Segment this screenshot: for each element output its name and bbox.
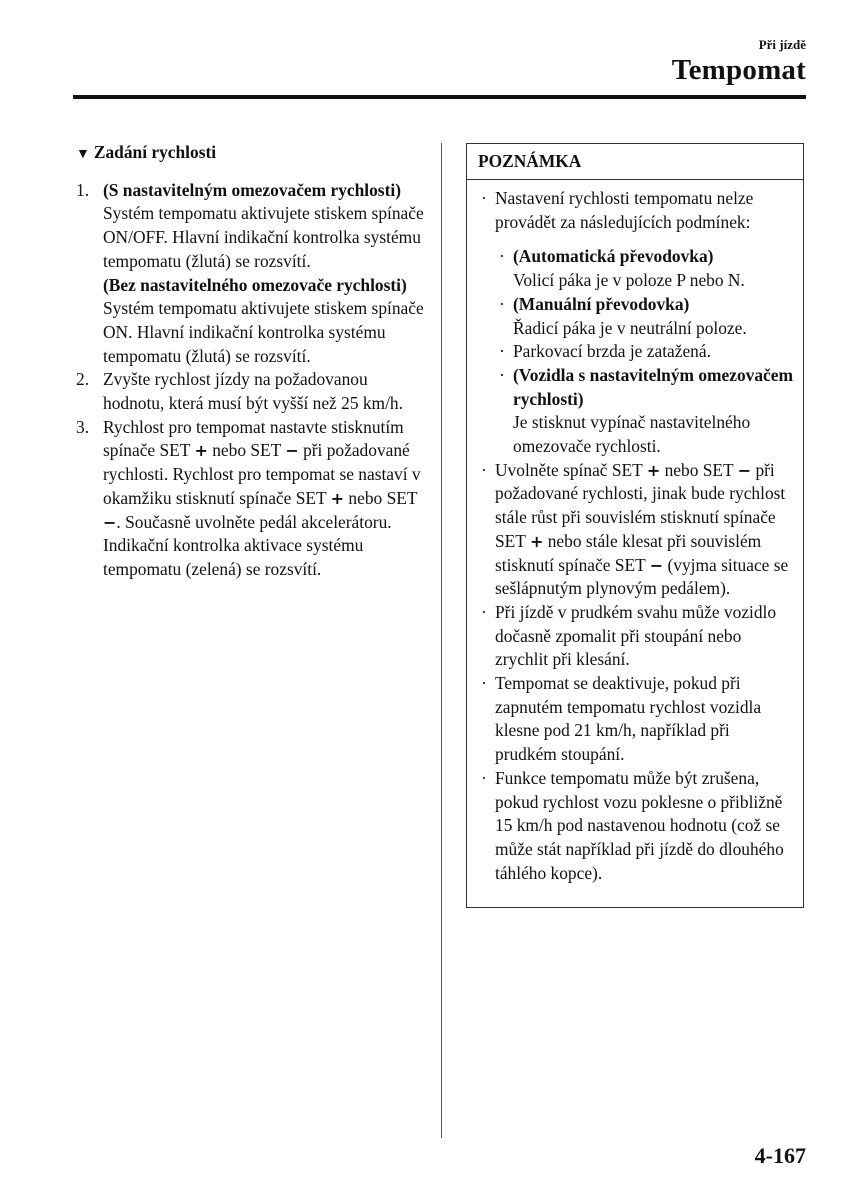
note-bullet-4 — [481, 672, 793, 767]
note-sub-item-2 — [499, 293, 793, 340]
minus-icon: − — [649, 555, 664, 575]
note-bullet-text — [495, 459, 793, 601]
note-sub-item-4 — [499, 364, 793, 459]
bullet-icon: · — [499, 341, 505, 362]
note-sub-item-1 — [499, 245, 793, 292]
sub-item-text: Volicí páka je v poloze P nebo N. — [513, 270, 745, 291]
sub-item-heading: (Manuální převodovka) — [513, 293, 690, 314]
left-column — [76, 141, 426, 582]
plus-icon: + — [330, 488, 345, 508]
step-number: 1. — [76, 179, 90, 200]
text-run: Rychlost pro tempomat nastavte stisknutím spínače SET — [103, 416, 404, 461]
sub-item-text: Parkovací brzda je zatažená. — [513, 341, 711, 362]
sub-item-text: Je stisknut vypínač nastavitelného omezovače rychlosti. — [513, 412, 751, 457]
text-run: . Současně uvolněte pedál akcelerátoru. Indikační kontrolka aktivace systému tempomatu (zelená) se rozsvítí. — [103, 511, 392, 579]
note-bullet-5 — [481, 767, 793, 886]
chapter-label: Při jízdě — [758, 37, 806, 52]
note-bullet-2 — [481, 459, 793, 601]
note-bullet-text: Tempomat se deaktivuje, pokud při zapnutém tempomatu rychlost vozidla klesne pod 21 km/h, například při prudkém stoupání. — [495, 673, 762, 765]
sub-item-text: Řadicí páka je v neutrální poloze. — [513, 317, 747, 338]
sub-item-heading: (Vozidla s nastavitelným omezovačem rychlosti) — [513, 364, 793, 409]
bullet-icon: · — [481, 767, 487, 788]
section-title-text: Zadání rychlosti — [93, 142, 217, 162]
text-run: nebo SET — [344, 487, 418, 508]
bullet-icon: · — [481, 673, 487, 694]
text-run: nebo SET — [207, 440, 286, 461]
text-run: Uvolněte spínač SET — [495, 459, 647, 480]
note-box — [466, 143, 804, 908]
minus-icon: − — [285, 441, 299, 461]
text-run: nebo stále klesat při souvislém stisknutí spínače SET — [495, 530, 762, 575]
page-number: 4-167 — [754, 1143, 806, 1168]
sub-item-heading: (Automatická převodovka) — [513, 246, 714, 267]
text-run: při požadované rychlosti, jinak bude rychlost stále růst při souvislém stisknutí spínače SET — [495, 459, 786, 551]
note-heading: POZNÁMKA — [467, 144, 803, 180]
header-rule — [73, 95, 806, 99]
step-1-variant-b-text: Systém tempomatu aktivujete stiskem spínače ON. Hlavní indikační kontrolka systému tempomatu (žlutá) se rozsvítí. — [103, 298, 424, 366]
step-2-text: Zvyšte rychlost jízdy na požadovanou hodnotu, která musí být vyšší než 25 km/h. — [103, 369, 403, 414]
bullet-icon: · — [499, 246, 505, 267]
note-sub-item-3 — [499, 340, 793, 364]
step-1 — [76, 179, 426, 369]
bullet-icon: · — [499, 293, 505, 314]
bullet-icon: · — [481, 188, 487, 208]
step-3 — [76, 416, 426, 582]
bullet-icon: · — [481, 459, 487, 480]
step-number: 3. — [76, 416, 90, 437]
step-2 — [76, 368, 426, 415]
plus-icon: + — [529, 531, 544, 551]
column-divider — [441, 143, 442, 1138]
step-body — [103, 179, 426, 369]
note-bullet-1 — [481, 187, 793, 234]
section-heading — [76, 141, 426, 167]
text-run: (vyjma situace se sešlápnutým plynovým pedálem). — [495, 554, 789, 599]
plus-icon: + — [194, 441, 208, 461]
note-bullet-text: Při jízdě v prudkém svahu může vozidlo dočasně zpomalit při stoupání nebo zrychlit při klesání. — [495, 601, 777, 670]
text-run: nebo SET — [660, 459, 738, 480]
note-bullet-text: Funkce tempomatu může být zrušena, pokud rychlost vozu poklesne o přibližně 15 km/h pod nastavenou hodnotu (což se může stát například při jízdě do dlouhého táhlého kopce). — [495, 767, 784, 883]
note-sub-list — [499, 245, 793, 458]
triangle-icon: ▼ — [76, 147, 90, 162]
step-3-text — [103, 416, 426, 582]
note-bullet-text: Nastavení rychlosti tempomatu nelze provádět za následujících podmínek: — [495, 188, 754, 232]
note-list — [467, 180, 803, 885]
bullet-icon: · — [499, 364, 505, 385]
step-1-variant-b-heading: (Bez nastavitelného omezovače rychlosti) — [103, 274, 407, 295]
bullet-icon: · — [481, 601, 487, 622]
minus-icon: − — [737, 460, 752, 480]
note-bullet-3 — [481, 601, 793, 672]
step-1-variant-a-heading: (S nastavitelným omezovačem rychlosti) — [103, 179, 401, 200]
step-number: 2. — [76, 369, 90, 390]
plus-icon: + — [646, 460, 661, 480]
text-run: při požadované rychlosti. Rychlost pro tempomat se nastaví v okamžiku stisknutí spínače SET — [103, 440, 421, 508]
page-title: Tempomat — [671, 54, 806, 86]
minus-icon: − — [103, 512, 117, 532]
step-1-variant-a-text: Systém tempomatu aktivujete stiskem spínače ON/OFF. Hlavní indikační kontrolka systému tempomatu (žlutá) se rozsvítí. — [103, 203, 424, 271]
